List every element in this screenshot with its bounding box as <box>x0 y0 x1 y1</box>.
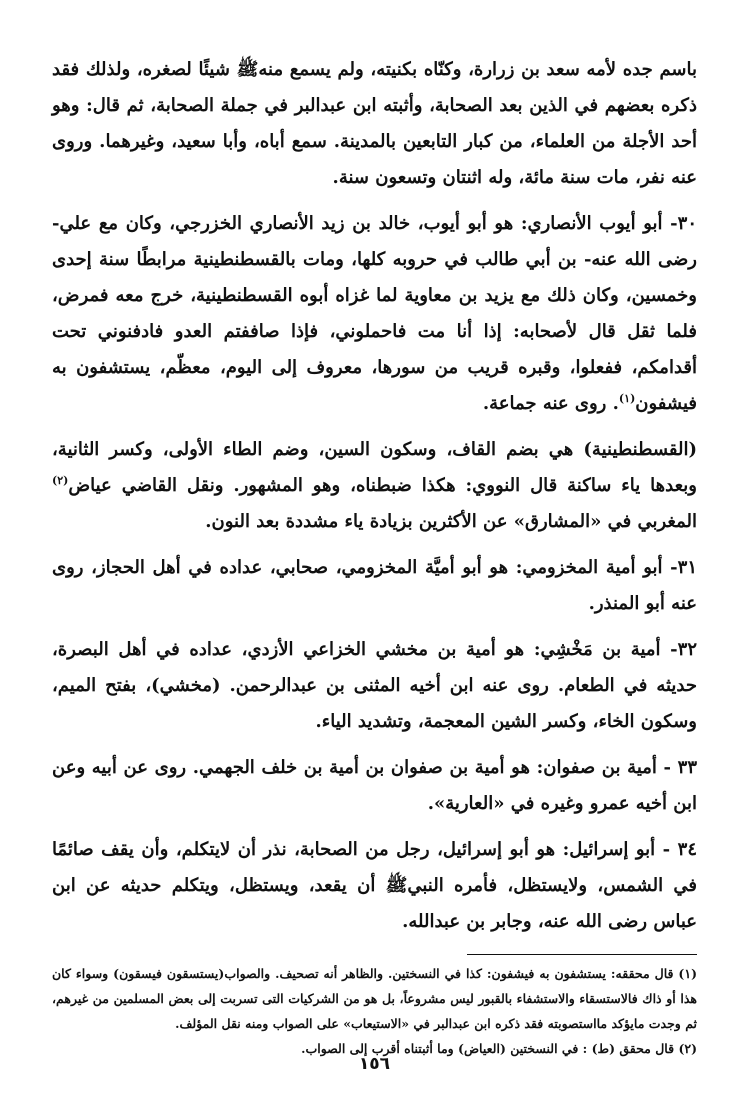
constantinople-text: (القسطنطينية) هي بضم القاف، وسكون السين، وضم الطاء الأولى، وكسر الثانية، وبعدها ياء ساكنة قال النووي: هكذا ضبطناه، وهو المشهور. ونقل القاضي عياض <box>52 439 697 496</box>
paragraph-entry-33: ٣٣ - أمية بن صفوان: هو أمية بن صفوان بن أمية بن خلف الجهمي. روى عن أبيه وعن ابن أخيه عمرو وغيره في «العارية». <box>52 757 697 814</box>
page-number: ١٥٦ <box>358 1054 391 1074</box>
footnote-marker-1: (١) <box>618 392 636 405</box>
paragraph-entry-34: ٣٤ - أبو إسرائيل: هو أبو إسرائيل، رجل من الصحابة، نذر أن لايتكلم، وأن يقف صائمًا في الشمس، ولايستظل، فأمره النبيﷺ أن يقعد، ويستظل، ويتكلم حديثه عن ابن عباس رضى الله عنه، وجابر بن عبدالله. <box>52 839 698 932</box>
paragraph-entry-30 <box>52 206 697 422</box>
entry-30-tail: . روى عنه جماعة. <box>482 393 619 414</box>
paragraph-intro: باسم جده لأمه سعد بن زرارة، وكنّاه بكنيته، ولم يسمع منهﷺ شيئًا لصغره، ولذلك فقد ذكره بعضهم في الذين بعد الصحابة، وأثبته ابن عبدالبر في جملة الصحابة، ثم قال: وهو أحد الأجلة من العلماء، من كبار التابعين بالمدينة. سمع أباه، وأبا سعيد، وغيرهما. وروى عنه نفر، مات سنة مائة، وله اثنتان وتسعون سنة. <box>52 59 697 188</box>
paragraph-entry-31: ٣١- أبو أمية المخزومي: هو أبو أميَّة المخزومي، صحابي، عداده في أهل الحجاز، روى عنه أبو المنذر. <box>52 557 697 614</box>
entry-30-text: ٣٠- أبو أيوب الأنصاري: هو أبو أيوب، خالد بن زيد الأنصاري الخزرجي، وكان مع علي- رضى الله عنه- بن أبي طالب في حروبه كلها، ومات بالقسطنطينية مرابطًا سنة إحدى وخمسين، وكان ذلك مع يزيد بن معاوية لما غزاه أبوه القسطنطينية، خرج معه فمرض، فلما ثقل قال لأصحابه: إذا أنا مت فاحملوني، فإذا صاففتم العدو فادفنوني تحت أقدامكم، ففعلوا، وقبره قريب من سورها، معروف إلى اليوم، معظّم، يستشفون به فيشفون <box>52 213 697 414</box>
constantinople-tail: المغربي في «المشارق» عن الأكثرين بزيادة ياء مشددة بعد النون. <box>205 511 697 532</box>
footnote-marker-2: (٢) <box>52 474 69 487</box>
footnote-2: (٢) قال محقق (ط) : في النسختين (العياض) وما أثبتناه أقرب إلى الصواب. <box>301 1041 697 1056</box>
book-page <box>52 52 697 1082</box>
footnote-divider <box>467 954 697 955</box>
footnote-1: (١) قال محققه: يستشفون به فيشفون: كذا في النسختين. والظاهر أنه تصحيف. والصواب(يستسقون فيسقون) وسواء كان هذا أو ذاك فالاستسقاء والاستشفاء بالقبور ليس مشروعاً، بل هو من الشركيات التى تسربت إلى بعض المسلمين من غيرهم، ثم وجدت مايؤكد مااستصوبته فقد ذكره ابن عبدالبر في «الاستيعاب» على الصواب ومنه نقل المؤلف. <box>52 966 697 1031</box>
paragraph-entry-32: ٣٢- أمية بن مَخْشِي: هو أمية بن مخشي الخزاعي الأزدي، عداده في أهل البصرة، حديثه في الطعام. روى عنه ابن أخيه المثنى بن عبدالرحمن. (مخشي)، بفتح الميم، وسكون الخاء، وكسر الشين المعجمة، وتشديد الياء. <box>52 639 697 732</box>
paragraph-constantinople-note <box>52 432 697 540</box>
